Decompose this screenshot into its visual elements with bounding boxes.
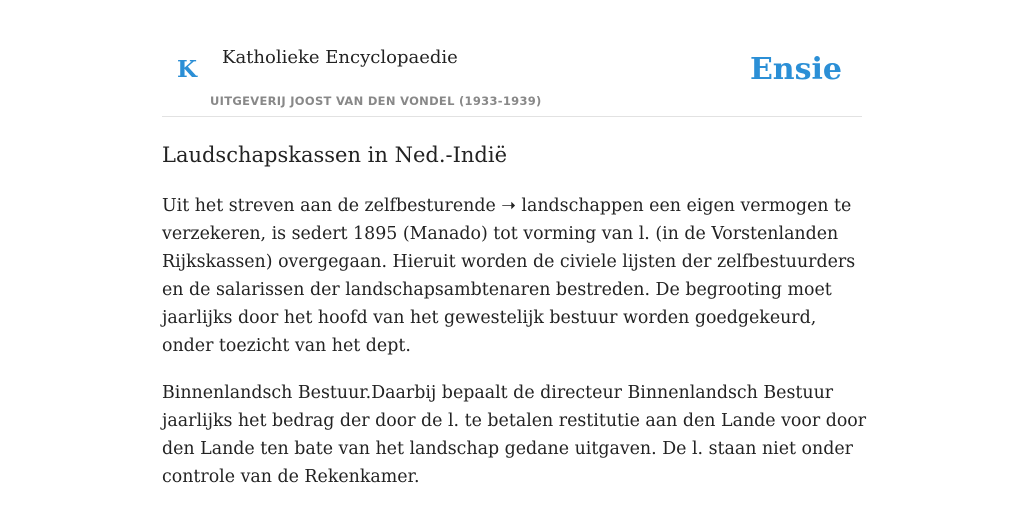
cross-reference-link[interactable]: landschappen een eigen vermogen te verzekeren, is sedert 1895 (Manado) tot vorming van l. (in de Vorstenlanden Rijkskassen) overgegaan. Hieruit worden de civiele lijsten der zelfbestuurders en de salarissen der landschapsambtenaren bestreden. De begrooting moet jaarlijks door het hoofd van het gewestelijk bestuur worden goedgekeurd, onder toezicht van het dept. — [162, 196, 856, 356]
article-paragraph-1 — [162, 192, 872, 360]
paragraph-1-text-start: Uit het streven aan de zelfbesturende — [162, 196, 502, 216]
publication-title[interactable]: Katholieke Encyclopaedie — [222, 47, 458, 68]
cross-reference-arrow-icon: ➝ — [501, 196, 516, 216]
publisher-label: UITGEVERIJ JOOST VAN DEN VONDEL (1933-1939) — [210, 94, 542, 108]
article-paragraph-2: Binnenlandsch Bestuur.Daarbij bepaalt de directeur Binnenlandsch Bestuur jaarlijks het bedrag der door de l. te betalen restitutie aan den Lande voor door den Lande ten bate van het landschap gedane uitgaven. De l. staan niet onder controle van de Rekenkamer. — [162, 383, 867, 487]
header — [162, 0, 862, 117]
ensie-brand-link[interactable]: Ensie — [749, 52, 842, 87]
article-title: Laudschapskassen in Ned.-Indië — [162, 143, 508, 167]
publication-logo[interactable]: K — [177, 56, 197, 83]
